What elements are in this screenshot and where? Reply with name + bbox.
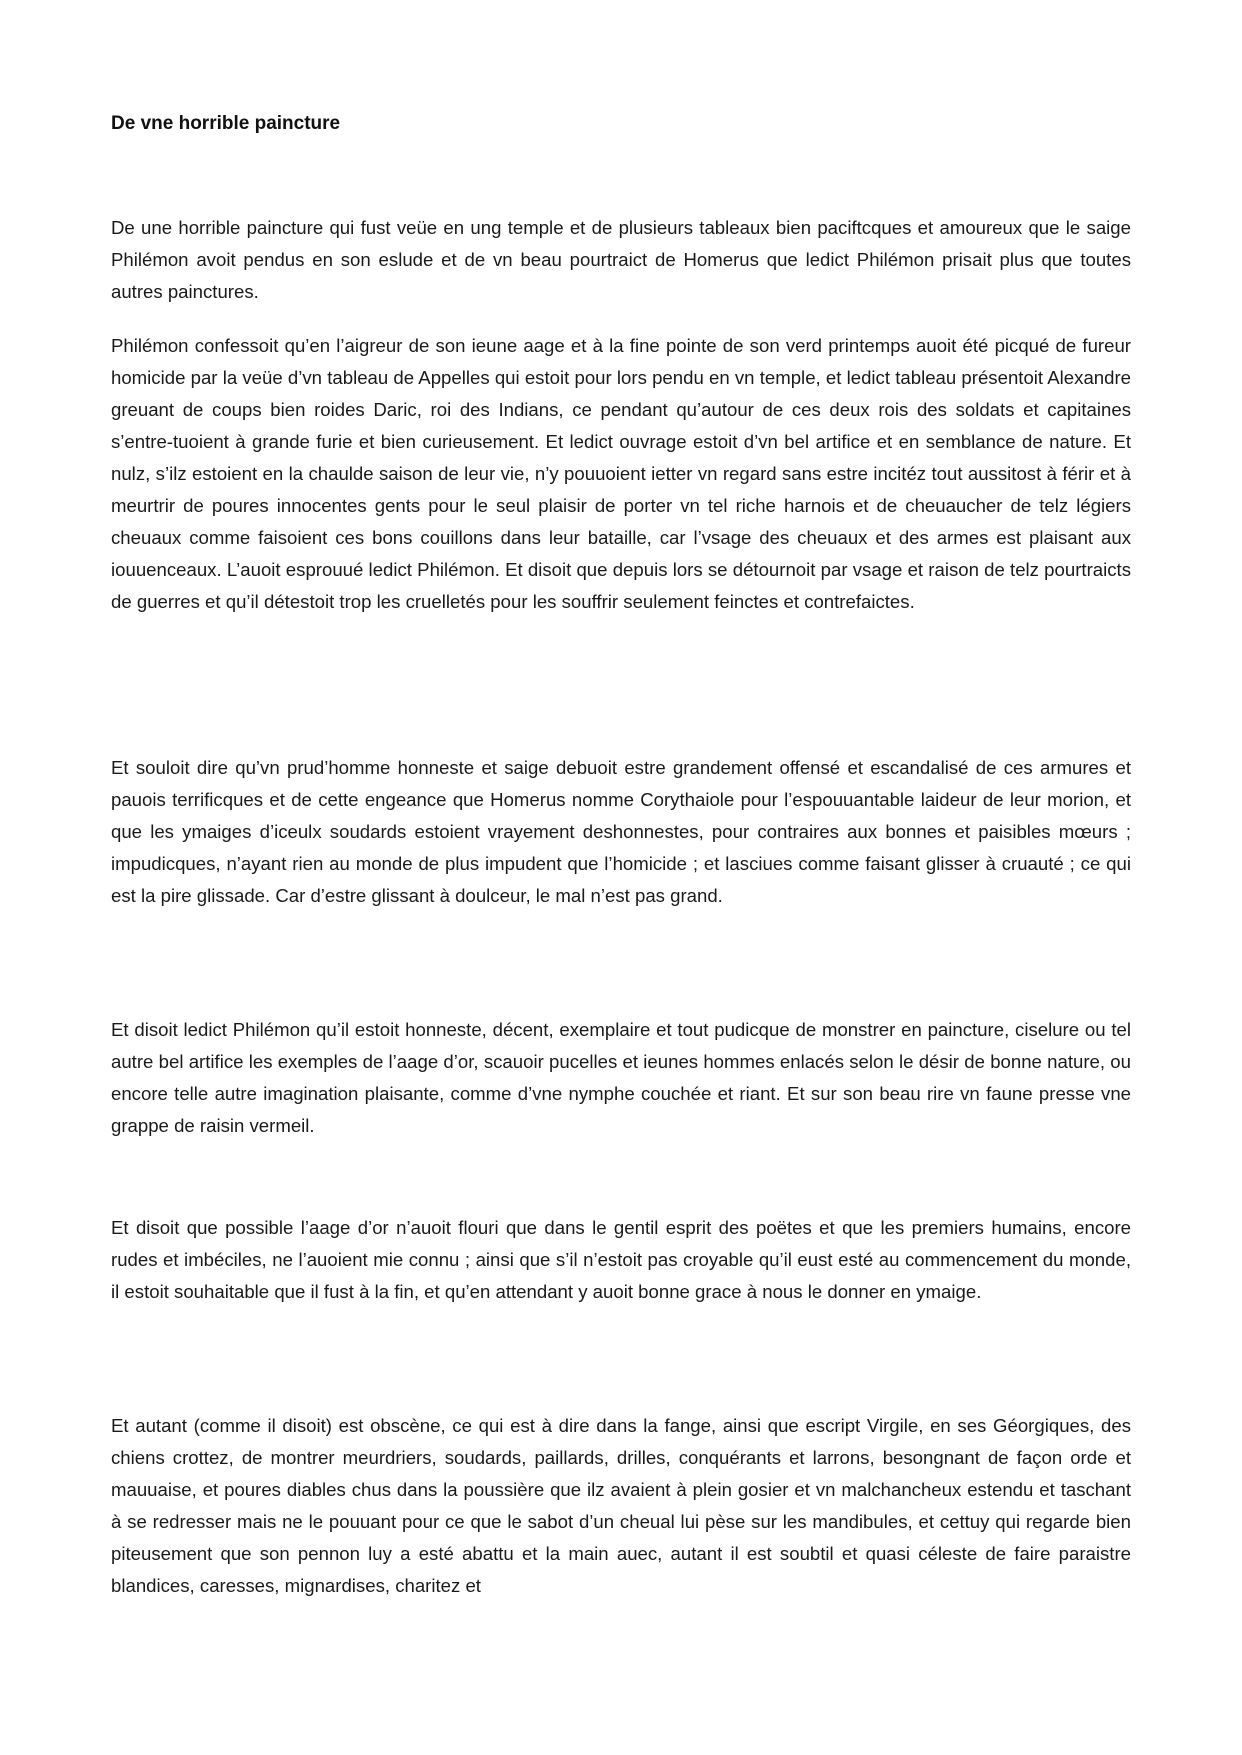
paragraph-prudhomme: Et souloit dire qu’vn prud’homme honneste et saige debuoit estre grandement offensé et escandalisé de ces armures et pauois terrificques et de cette engeance que Homerus nomme Corythaiole pour l’espouuantable laideur de leur morion, et que les ymaiges d’iceulx soudards estoient vrayement deshonnestes, pour contraires aux bonnes et paisibles mœurs ; impudicques, n’ayant rien au monde de plus impudent que l’homicide ; et lasciues comme faisant glisser à cruauté ; ce qui est la pire glissade. Car d’estre glissant à doulceur, le mal n’est pas grand. xyxy=(111,757,1131,906)
paragraph-intro: De une horrible paincture qui fust veüe en ung temple et de plusieurs tableaux bien paciftcques et amoureux que le saige Philémon avoit pendus en son eslude et de vn beau pourtraict de Homerus que ledict Philémon prisait plus que toutes autres painctures. xyxy=(111,217,1131,302)
paragraph-obscene: Et autant (comme il disoit) est obscène, ce qui est à dire dans la fange, ainsi que escript Virgile, en ses Géorgiques, des chiens crottez, de montrer meurdriers, soudards, paillards, drilles, conquérants et larrons, besongnant de façon orde et mauuaise, et poures diables chus dans la poussière que ilz avaient à plein gosier et vn malchancheux estendu et taschant à se redresser mais ne le pouuant pour ce que le sabot d’un cheual lui pèse sur les mandibules, et cettuy qui regarde bien piteusement que son pennon luy a esté abattu et la main auec, autant il est soubtil et quasi céleste de faire paraistre blandices, caresses, mignardises, charitez et xyxy=(111,1415,1131,1596)
paragraph-philemon-confession: Philémon confessoit qu’en l’aigreur de son ieune aage et à la fine pointe de son verd printemps auoit été picqué de fureur homicide par la veüe d’vn tableau de Appelles qui estoit pour lors pendu en vn temple, et ledict tableau présentoit Alexandre greuant de coups bien roides Daric, roi des Indians, ce pendant qu’autour de ces deux rois des soldats et capitaines s’entre-tuoient à grande furie et bien curieusement. Et ledict ouvrage estoit d’vn bel artifice et en semblance de nature. Et nulz, s’ilz estoient en la chaulde saison de leur vie, n’y pouuoient ietter vn regard sans estre incitéz tout aussitost à férir et à meurtrir de poures innocentes gents pour le seul plaisir de porter vn tel riche harnois et de cheuaucher de telz légiers cheuaux comme faisoient ces bons couillons dans leur bataille, car l’vsage des cheuaux et des armes est plaisant aux iouuenceaux. L’auoit esprouué ledict Philémon. Et disoit que depuis lors se détournoit par vsage et raison de telz pourtraicts de guerres et qu’il détestoit trop les cruelletés pour les souffrir seulement feinctes et contrefaictes. xyxy=(111,335,1131,612)
paragraph-aage-dor-examples: Et disoit ledict Philémon qu’il estoit honneste, décent, exemplaire et tout pudicque de monstrer en paincture, ciselure ou tel autre bel artifice les exemples de l’aage d’or, scauoir pucelles et ieunes hommes enlacés selon le désir de bonne nature, ou encore telle autre imagination plaisante, comme d’vne nymphe couchée et riant. Et sur son beau rire vn faune presse vne grappe de raisin vermeil. xyxy=(111,1019,1131,1136)
paragraph-aage-dor-poetes: Et disoit que possible l’aage d’or n’auoit flouri que dans le gentil esprit des poëtes et que les premiers humains, encore rudes et imbéciles, ne l’auoient mie connu ; ainsi que s’il n’estoit pas croyable qu’il eust esté au commencement du monde, il estoit souhaitable que il fust à la fin, et qu’en attendant y auoit bonne grace à nous le donner en ymaige. xyxy=(111,1217,1131,1302)
document-title: De vne horrible paincture xyxy=(111,113,341,134)
